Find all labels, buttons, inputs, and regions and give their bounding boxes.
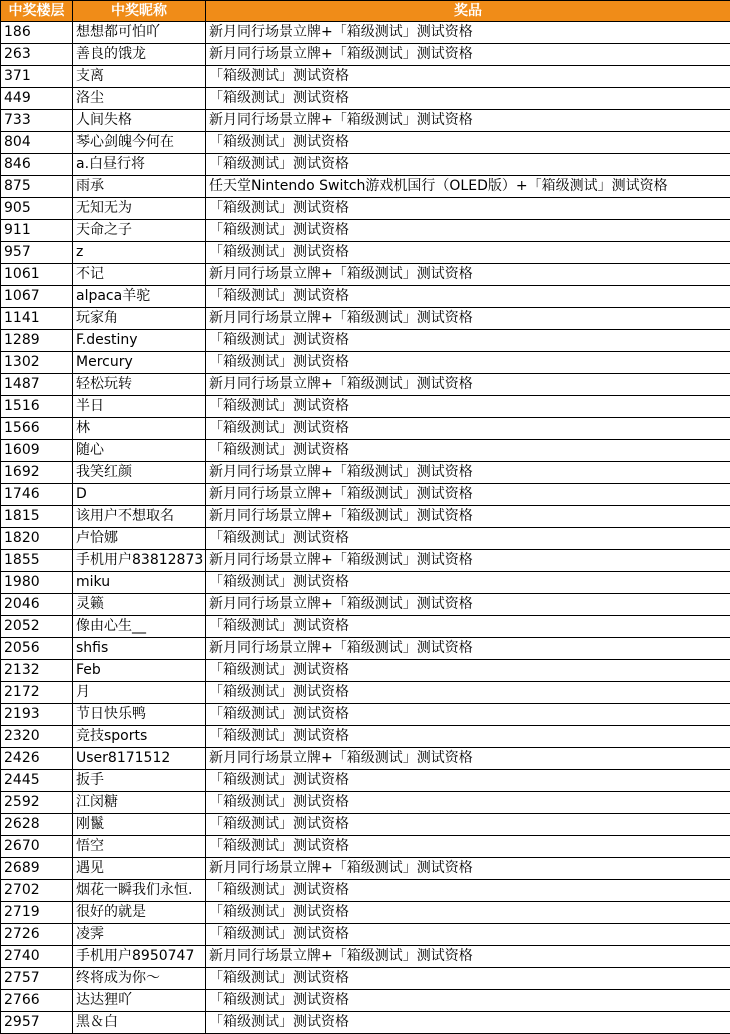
floor-cell: 2628 xyxy=(1,814,73,836)
prize-cell: 新月同行场景立牌+「箱级测试」测试资格 xyxy=(206,638,730,660)
nickname-cell: 林 xyxy=(73,418,206,440)
table-row xyxy=(1,1012,730,1034)
prize-cell: 「箱级测试」测试资格 xyxy=(206,396,730,418)
nickname-column-header: 中奖昵称 xyxy=(73,1,206,22)
nickname-cell: 不记 xyxy=(73,264,206,286)
prize-cell: 新月同行场景立牌+「箱级测试」测试资格 xyxy=(206,22,730,44)
prize-cell: 「箱级测试」测试资格 xyxy=(206,220,730,242)
nickname-cell: 像由心生__ xyxy=(73,616,206,638)
nickname-cell: shfis xyxy=(73,638,206,660)
floor-cell: 911 xyxy=(1,220,73,242)
floor-cell: 2426 xyxy=(1,748,73,770)
floor-cell: 2320 xyxy=(1,726,73,748)
prize-cell: 「箱级测试」测试资格 xyxy=(206,330,730,352)
nickname-cell: a.白昼行将 xyxy=(73,154,206,176)
table-body xyxy=(1,22,730,1034)
floor-cell: 1141 xyxy=(1,308,73,330)
nickname-cell: 扳手 xyxy=(73,770,206,792)
nickname-cell: 手机用户8950747 xyxy=(73,946,206,968)
nickname-cell: D xyxy=(73,484,206,506)
nickname-cell: 善良的饿龙 xyxy=(73,44,206,66)
table-row xyxy=(1,748,730,770)
table-row xyxy=(1,902,730,924)
floor-cell: 1855 xyxy=(1,550,73,572)
floor-cell: 1067 xyxy=(1,286,73,308)
table-row xyxy=(1,66,730,88)
floor-cell: 905 xyxy=(1,198,73,220)
prize-cell: 「箱级测试」测试资格 xyxy=(206,726,730,748)
floor-cell: 2689 xyxy=(1,858,73,880)
prize-cell: 新月同行场景立牌+「箱级测试」测试资格 xyxy=(206,110,730,132)
table-row xyxy=(1,242,730,264)
prize-cell: 「箱级测试」测试资格 xyxy=(206,770,730,792)
table-row xyxy=(1,836,730,858)
prize-cell: 新月同行场景立牌+「箱级测试」测试资格 xyxy=(206,858,730,880)
nickname-cell: 雨承 xyxy=(73,176,206,198)
prize-cell: 「箱级测试」测试资格 xyxy=(206,572,730,594)
prize-cell: 「箱级测试」测试资格 xyxy=(206,154,730,176)
prize-cell: 「箱级测试」测试资格 xyxy=(206,836,730,858)
table-row xyxy=(1,88,730,110)
floor-cell: 2056 xyxy=(1,638,73,660)
prize-cell: 新月同行场景立牌+「箱级测试」测试资格 xyxy=(206,594,730,616)
nickname-cell: 很好的就是 xyxy=(73,902,206,924)
nickname-cell: miku xyxy=(73,572,206,594)
prize-cell: 新月同行场景立牌+「箱级测试」测试资格 xyxy=(206,946,730,968)
nickname-cell: 节日快乐鸭 xyxy=(73,704,206,726)
floor-cell: 263 xyxy=(1,44,73,66)
prize-cell: 「箱级测试」测试资格 xyxy=(206,616,730,638)
nickname-cell: 终将成为你～ xyxy=(73,968,206,990)
prize-cell: 任天堂Nintendo Switch游戏机国行（OLED版）+「箱级测试」测试资格 xyxy=(206,176,730,198)
nickname-cell: 手机用户83812873 xyxy=(73,550,206,572)
floor-cell: 2757 xyxy=(1,968,73,990)
prize-cell: 「箱级测试」测试资格 xyxy=(206,792,730,814)
prize-cell: 新月同行场景立牌+「箱级测试」测试资格 xyxy=(206,308,730,330)
nickname-cell: 天命之子 xyxy=(73,220,206,242)
prize-cell: 「箱级测试」测试资格 xyxy=(206,66,730,88)
table-row xyxy=(1,858,730,880)
floor-cell: 875 xyxy=(1,176,73,198)
prize-cell: 新月同行场景立牌+「箱级测试」测试资格 xyxy=(206,462,730,484)
table-row xyxy=(1,286,730,308)
nickname-cell: 半日 xyxy=(73,396,206,418)
prize-cell: 「箱级测试」测试资格 xyxy=(206,1012,730,1034)
nickname-cell: 人间失格 xyxy=(73,110,206,132)
nickname-cell: 悟空 xyxy=(73,836,206,858)
floor-cell: 1516 xyxy=(1,396,73,418)
nickname-cell: 达达狸吖 xyxy=(73,990,206,1012)
table-row xyxy=(1,154,730,176)
prize-cell: 「箱级测试」测试资格 xyxy=(206,418,730,440)
floor-cell: 1609 xyxy=(1,440,73,462)
table-row xyxy=(1,528,730,550)
nickname-cell: User8171512 xyxy=(73,748,206,770)
nickname-cell: 月 xyxy=(73,682,206,704)
table-row xyxy=(1,352,730,374)
floor-cell: 2740 xyxy=(1,946,73,968)
prize-cell: 「箱级测试」测试资格 xyxy=(206,880,730,902)
prize-cell: 新月同行场景立牌+「箱级测试」测试资格 xyxy=(206,374,730,396)
table-row xyxy=(1,990,730,1012)
nickname-cell: 竞技sports xyxy=(73,726,206,748)
floor-cell: 1980 xyxy=(1,572,73,594)
nickname-cell: Feb xyxy=(73,660,206,682)
prize-cell: 「箱级测试」测试资格 xyxy=(206,924,730,946)
floor-cell: 1815 xyxy=(1,506,73,528)
floor-cell: 1289 xyxy=(1,330,73,352)
nickname-cell: 随心 xyxy=(73,440,206,462)
nickname-cell: 玩家角 xyxy=(73,308,206,330)
floor-cell: 2670 xyxy=(1,836,73,858)
prize-cell: 「箱级测试」测试资格 xyxy=(206,660,730,682)
prize-cell: 「箱级测试」测试资格 xyxy=(206,352,730,374)
nickname-cell: Mercury xyxy=(73,352,206,374)
nickname-cell: 想想都可怕吖 xyxy=(73,22,206,44)
prize-cell: 「箱级测试」测试资格 xyxy=(206,704,730,726)
floor-cell: 2172 xyxy=(1,682,73,704)
prize-cell: 「箱级测试」测试资格 xyxy=(206,682,730,704)
prize-cell: 「箱级测试」测试资格 xyxy=(206,990,730,1012)
floor-cell: 804 xyxy=(1,132,73,154)
floor-cell: 957 xyxy=(1,242,73,264)
table-row xyxy=(1,132,730,154)
floor-cell: 2052 xyxy=(1,616,73,638)
floor-cell: 733 xyxy=(1,110,73,132)
table-row xyxy=(1,330,730,352)
table-row xyxy=(1,814,730,836)
table-row xyxy=(1,374,730,396)
header-row xyxy=(1,1,730,22)
prize-cell: 「箱级测试」测试资格 xyxy=(206,968,730,990)
table-row xyxy=(1,176,730,198)
table-row xyxy=(1,550,730,572)
nickname-cell: 轻松玩转 xyxy=(73,374,206,396)
floor-cell: 1302 xyxy=(1,352,73,374)
table-row xyxy=(1,660,730,682)
prize-cell: 「箱级测试」测试资格 xyxy=(206,902,730,924)
table-row xyxy=(1,638,730,660)
table-row xyxy=(1,264,730,286)
floor-cell: 2957 xyxy=(1,1012,73,1034)
floor-cell: 2445 xyxy=(1,770,73,792)
prize-cell: 新月同行场景立牌+「箱级测试」测试资格 xyxy=(206,44,730,66)
prize-column-header: 奖品 xyxy=(206,1,730,22)
nickname-cell: 无知无为 xyxy=(73,198,206,220)
nickname-cell: 我笑红颜 xyxy=(73,462,206,484)
nickname-cell: 烟花一瞬我们永恒. xyxy=(73,880,206,902)
table-row xyxy=(1,594,730,616)
nickname-cell: 该用户不想取名 xyxy=(73,506,206,528)
table-row xyxy=(1,198,730,220)
prize-cell: 新月同行场景立牌+「箱级测试」测试资格 xyxy=(206,484,730,506)
table-row xyxy=(1,968,730,990)
floor-cell: 2702 xyxy=(1,880,73,902)
table-row xyxy=(1,484,730,506)
nickname-cell: 黑＆白 xyxy=(73,1012,206,1034)
nickname-cell: 刚鬣 xyxy=(73,814,206,836)
prize-cell: 「箱级测试」测试资格 xyxy=(206,440,730,462)
prize-cell: 「箱级测试」测试资格 xyxy=(206,528,730,550)
prize-cell: 新月同行场景立牌+「箱级测试」测试资格 xyxy=(206,550,730,572)
floor-cell: 2132 xyxy=(1,660,73,682)
floor-column-header: 中奖楼层 xyxy=(1,1,73,22)
nickname-cell: 洛尘 xyxy=(73,88,206,110)
nickname-cell: 江闵糖 xyxy=(73,792,206,814)
nickname-cell: 凌霁 xyxy=(73,924,206,946)
floor-cell: 2592 xyxy=(1,792,73,814)
floor-cell: 1746 xyxy=(1,484,73,506)
nickname-cell: alpaca羊驼 xyxy=(73,286,206,308)
floor-cell: 186 xyxy=(1,22,73,44)
table-row xyxy=(1,44,730,66)
nickname-cell: 支离 xyxy=(73,66,206,88)
table-row xyxy=(1,506,730,528)
floor-cell: 846 xyxy=(1,154,73,176)
floor-cell: 2726 xyxy=(1,924,73,946)
floor-cell: 1566 xyxy=(1,418,73,440)
prize-cell: 「箱级测试」测试资格 xyxy=(206,198,730,220)
nickname-cell: F.destiny xyxy=(73,330,206,352)
table-row xyxy=(1,726,730,748)
table-row xyxy=(1,792,730,814)
table-row xyxy=(1,880,730,902)
table-row xyxy=(1,220,730,242)
table-row xyxy=(1,682,730,704)
table-row xyxy=(1,396,730,418)
floor-cell: 1820 xyxy=(1,528,73,550)
table-row xyxy=(1,308,730,330)
floor-cell: 2193 xyxy=(1,704,73,726)
table-row xyxy=(1,924,730,946)
floor-cell: 1487 xyxy=(1,374,73,396)
prize-cell: 新月同行场景立牌+「箱级测试」测试资格 xyxy=(206,748,730,770)
table-row xyxy=(1,462,730,484)
table-row xyxy=(1,704,730,726)
nickname-cell: 卢恰娜 xyxy=(73,528,206,550)
floor-cell: 2719 xyxy=(1,902,73,924)
prize-cell: 「箱级测试」测试资格 xyxy=(206,286,730,308)
nickname-cell: 遇见 xyxy=(73,858,206,880)
prize-cell: 新月同行场景立牌+「箱级测试」测试资格 xyxy=(206,264,730,286)
floor-cell: 1061 xyxy=(1,264,73,286)
nickname-cell: 灵籁 xyxy=(73,594,206,616)
table-row xyxy=(1,616,730,638)
nickname-cell: z xyxy=(73,242,206,264)
floor-cell: 371 xyxy=(1,66,73,88)
table-row xyxy=(1,572,730,594)
table-row xyxy=(1,946,730,968)
table-row xyxy=(1,110,730,132)
floor-cell: 2046 xyxy=(1,594,73,616)
floor-cell: 2766 xyxy=(1,990,73,1012)
floor-cell: 1692 xyxy=(1,462,73,484)
table-row xyxy=(1,770,730,792)
prize-cell: 「箱级测试」测试资格 xyxy=(206,814,730,836)
prize-cell: 「箱级测试」测试资格 xyxy=(206,242,730,264)
prize-cell: 新月同行场景立牌+「箱级测试」测试资格 xyxy=(206,506,730,528)
table-row xyxy=(1,22,730,44)
floor-cell: 449 xyxy=(1,88,73,110)
table-row xyxy=(1,418,730,440)
nickname-cell: 琴心剑魄今何在 xyxy=(73,132,206,154)
table-row xyxy=(1,440,730,462)
prize-cell: 「箱级测试」测试资格 xyxy=(206,132,730,154)
prize-cell: 「箱级测试」测试资格 xyxy=(206,88,730,110)
